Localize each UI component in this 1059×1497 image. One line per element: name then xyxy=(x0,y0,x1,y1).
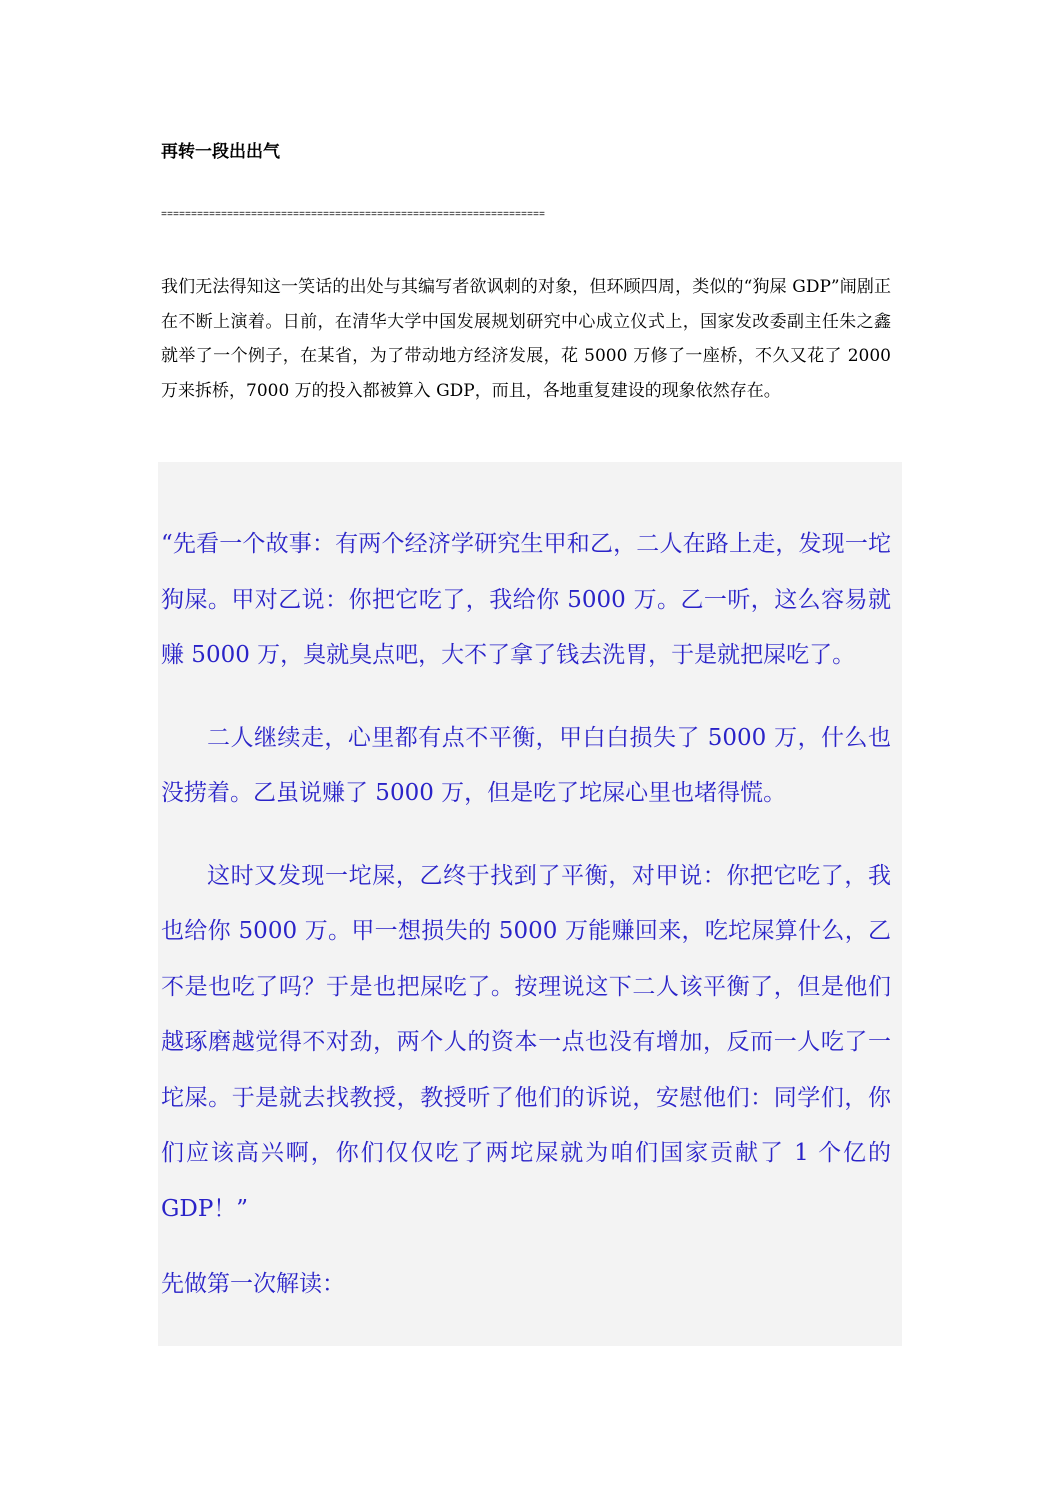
story-paragraph-1: “先看一个故事：有两个经济学研究生甲和乙，二人在路上走，发现一坨狗屎。甲对乙说：你把它吃了，我给你 5000 万。乙一听，这么容易就赚 5000 万，臭就臭点吧，大不了拿了钱去洗胃，于是就把屎吃了。 xyxy=(161,531,891,668)
story-paragraph-3: 这时又发现一坨屎，乙终于找到了平衡，对甲说：你把它吃了，我也给你 5000 万。甲一想损失的 5000 万能赚回来，吃坨屎算什么，乙不是也吃了吗？于是也把屎吃了。按理说这下二人该平衡了，但是他们越琢磨越觉得不对劲，两个人的资本一点也没有增加，反而一人吃了一坨屎。于是就去找教授，教授听了他们的诉说，安慰他们：同学们，你们应该高兴啊，你们仅仅吃了两坨屎就为咱们国家贡献了 1 个亿的 GDP！” xyxy=(161,862,891,1222)
page-title: 再转一段出出气 xyxy=(161,142,280,162)
interpretation-heading: 先做第一次解读： xyxy=(161,1271,345,1297)
divider-line: ================================================================ xyxy=(161,210,546,221)
intro-paragraph: 我们无法得知这一笑话的出处与其编写者欲讽刺的对象，但环顾四周，类似的“狗屎 GDP”闹剧正在不断上演着。日前，在清华大学中国发展规划研究中心成立仪式上，国家发改委副主任朱之鑫就举了一个例子，在某省，为了带动地方经济发展，花 5000 万修了一座桥，不久又花了 2000 万来拆桥，7000 万的投入都被算入 GDP，而且，各地重复建设的现象依然存在。 xyxy=(161,277,891,401)
story-body xyxy=(161,517,891,1264)
story-paragraph-2: 二人继续走，心里都有点不平衡，甲白白损失了 5000 万，什么也没捞着。乙虽说赚了 5000 万，但是吃了坨屎心里也堵得慌。 xyxy=(161,724,891,806)
story-quote-box xyxy=(158,462,902,1346)
